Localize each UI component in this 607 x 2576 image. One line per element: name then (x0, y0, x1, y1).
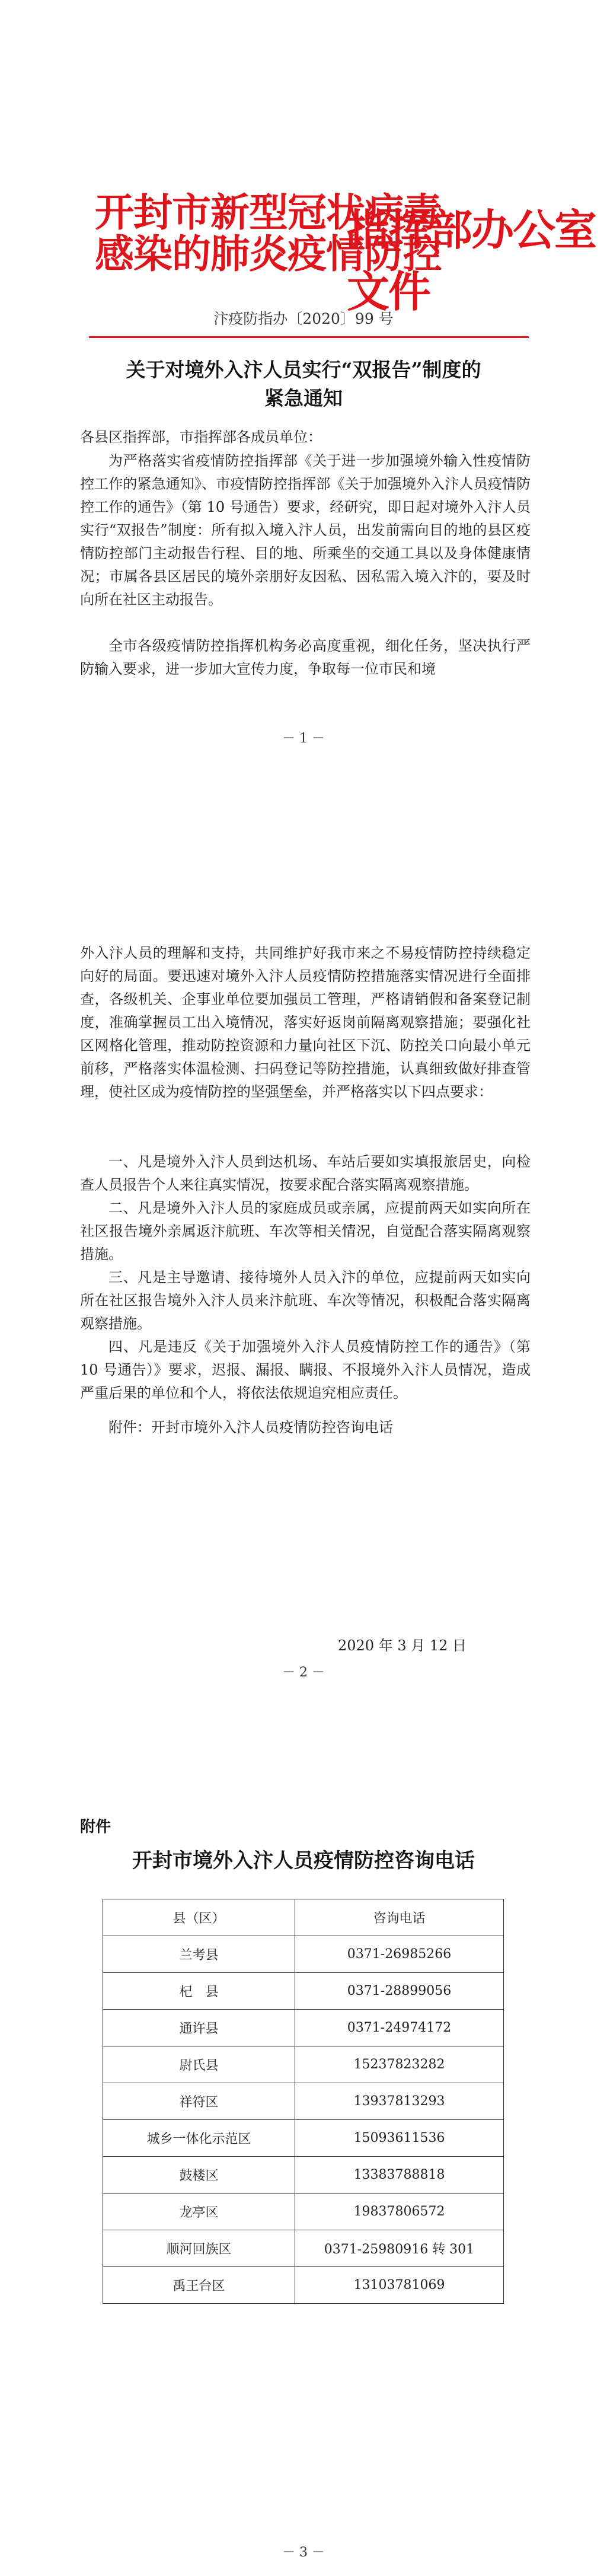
org-name-line1: 开封市新型冠状病毒 (95, 189, 442, 235)
notice-title-line2: 紧急通知 (264, 387, 343, 410)
county-cell: 尉氏县 (103, 2046, 295, 2083)
requirement-2: 二、凡是境外入汴人员的家庭成员或亲属，应提前两天如实向所在社区报告境外亲属返汴航班、车次等相关情况，自觉配合落实隔离观察措施。 (80, 1200, 531, 1263)
county-cell: 鼓楼区 (103, 2157, 295, 2194)
phone-cell: 15237823282 (295, 2046, 504, 2083)
county-cell: 禹王台区 (103, 2267, 295, 2304)
table-row (103, 2046, 504, 2083)
page-number-1: － 1 － (282, 731, 325, 746)
table-header-row (103, 1899, 504, 1936)
issue-date: 2020 年 3 月 12 日 (338, 1637, 467, 1654)
annex-label: 附件 (80, 1818, 111, 1836)
phone-cell: 13383788818 (295, 2157, 504, 2194)
phone-cell: 0371-25980916 转 301 (295, 2230, 504, 2267)
table-row (103, 2267, 504, 2304)
column-header-county: 县（区） (103, 1899, 295, 1936)
column-header-phone: 咨询电话 (295, 1899, 504, 1936)
phone-cell: 15093611536 (295, 2120, 504, 2157)
county-cell: 顺河回族区 (103, 2230, 295, 2267)
county-cell: 城乡一体化示范区 (103, 2120, 295, 2157)
document-number: 汴疫防指办〔2020〕99 号 (213, 310, 394, 327)
requirement-4: 四、凡是违反《关于加强境外入汴人员疫情防控工作的通告》（第 10 号通告）》要求，迟报、漏报、瞒报、不报境外入汴人员情况，造成严重后果的单位和个人，将依法依规追究相应责任。 (80, 1338, 531, 1401)
contact-table (103, 1899, 504, 2304)
table-row (103, 2120, 504, 2157)
annex-title: 开封市境外入汴人员疫情防控咨询电话 (132, 1849, 475, 1873)
phone-cell: 13103781069 (295, 2267, 504, 2304)
paragraph-1: 为严格落实省疫情防控指挥部《关于进一步加强境外输入性疫情防控工作的紧急通知》、市疫情防控指挥部《关于加强境外入汴人员疫情防控工作的通告》（第 10 号通告）要求，经研究，即日起对境外入汴人员实行“双报告”制度：所有拟入境入汴人员，出发前需向目的地的县区疫情防控部门主动报告行程、目的地、所乘坐的交通工具以及身体健康情况；市属各县区居民的境外亲朋好友因私、因私需入境入汴的，要及时向所在社区主动报告。 (80, 452, 531, 608)
requirement-3: 三、凡是主导邀请、接待境外人员入汴的单位，应提前两天如实向所在社区报告境外入汴人员来汴航班、车次等情况，积极配合落实隔离观察措施。 (80, 1269, 531, 1332)
red-divider (89, 336, 529, 338)
table-row (103, 2157, 504, 2194)
table-row (103, 2083, 504, 2120)
phone-cell: 19837806572 (295, 2194, 504, 2230)
phone-cell: 0371-28899056 (295, 1973, 504, 2010)
page-number-2: － 2 － (282, 1665, 325, 1680)
table-row (103, 2010, 504, 2046)
paragraph-2-part-2: 外入汴人员的理解和支持，共同维护好我市来之不易疫情防控持续稳定向好的局面。要迅速对境外入汴人员疫情防控措施落实情况进行全面排查，各级机关、企事业单位要加强员工管理，严格请销假和备案登记制度，准确掌握员工出入境情况，落实好返岗前隔离观察措施；要强化社区网格化管理，推动防控资源和力量向社区下沉、防控关口向最小单元前移，严格落实体温检测、扫码登记等防控措施，认真细致做好排查管理，使社区成为疫情防控的坚强堡垒，并严格落实以下四点要求： (80, 945, 531, 1100)
phone-cell: 0371-26985266 (295, 1936, 504, 1973)
notice-title-line1: 关于对境外入汴人员实行“双报告”制度的 (126, 358, 481, 381)
table-row (103, 1973, 504, 2010)
page-number-3: － 3 － (282, 2545, 325, 2560)
table-row (103, 2230, 504, 2267)
county-cell: 通许县 (103, 2010, 295, 2046)
paragraph-2-part-1: 全市各级疫情防控指挥机构务必高度重视，细化任务，坚决执行严防输入要求，进一步加大宣传力度，争取每一位市民和境 (80, 637, 531, 677)
attachment-line: 附件：开封市境外入汴人员疫情防控咨询电话 (108, 1419, 393, 1436)
requirement-1: 一、凡是境外入汴人员到达机场、车站后要如实填报旅居史，向检查人员报告个人来往真实情况，按要求配合落实隔离观察措施。 (80, 1153, 531, 1193)
county-cell: 杞 县 (103, 1973, 295, 2010)
phone-cell: 13937813293 (295, 2083, 504, 2120)
table-row (103, 1936, 504, 1973)
county-cell: 龙亭区 (103, 2194, 295, 2230)
table-row (103, 2194, 504, 2230)
county-cell: 兰考县 (103, 1936, 295, 1973)
county-cell: 祥符区 (103, 2083, 295, 2120)
org-name-line2: 感染的肺炎疫情防控 (95, 231, 442, 277)
salutation: 各县区指挥部，市指挥部各成员单位： (80, 429, 322, 445)
phone-cell: 0371-24974172 (295, 2010, 504, 2046)
org-suffix: 指挥部办公室文件 (347, 205, 596, 317)
